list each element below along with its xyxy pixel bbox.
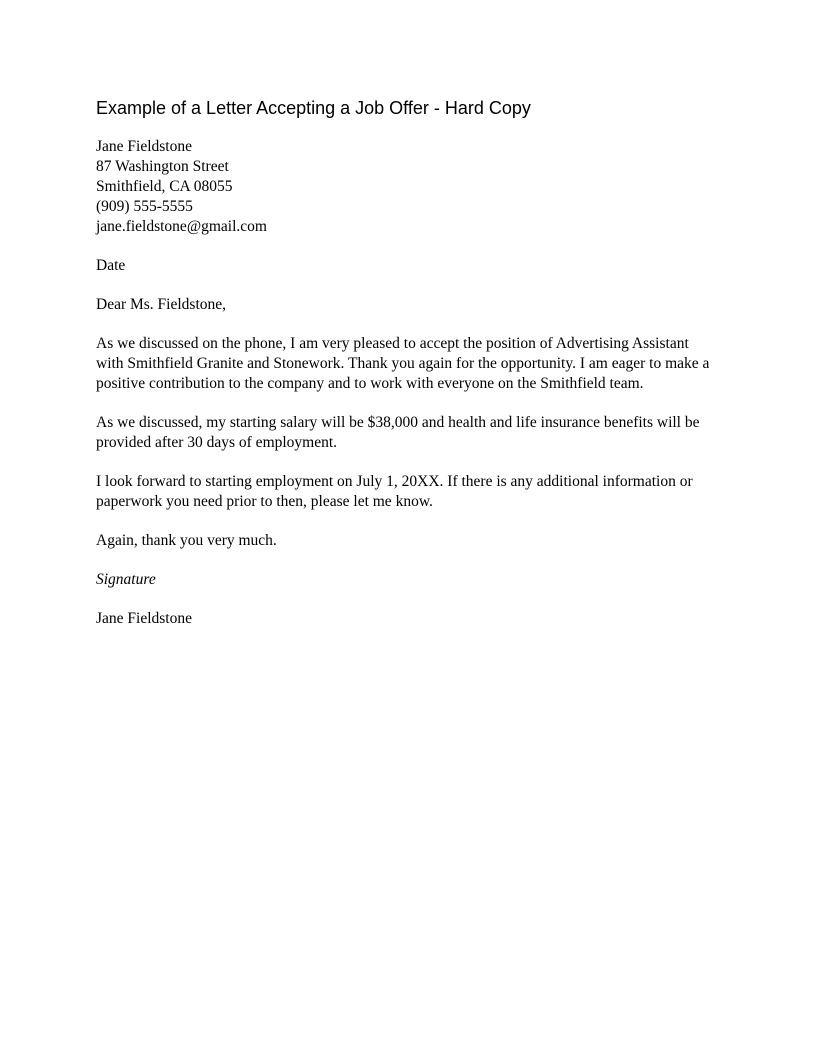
- sender-email: jane.fieldstone@gmail.com: [96, 218, 267, 235]
- body-paragraph-2: As we discussed, my starting salary will be $38,000 and health and life insurance benefits will be provided after 30 days of employment.: [96, 414, 700, 451]
- closing-line: Again, thank you very much.: [96, 532, 277, 549]
- sender-name: Jane Fieldstone: [96, 138, 192, 155]
- body-paragraph-3: I look forward to starting employment on July 1, 20XX. If there is any additional information or paperwork you need prior to then, please let me know.: [96, 473, 693, 510]
- signature-placeholder: Signature: [96, 571, 156, 588]
- body-paragraph-1: As we discussed on the phone, I am very pleased to accept the position of Advertising Assistant with Smithfield Granite and Stonework. Thank you again for the opportunity. I am eager to make a positive contribution to the company and to work with everyone on the Smithfield team.: [96, 335, 710, 392]
- sender-street: 87 Washington Street: [96, 158, 229, 175]
- page-title: Example of a Letter Accepting a Job Offer - Hard Copy: [96, 98, 531, 118]
- letter-body: [96, 137, 716, 648]
- salutation: Dear Ms. Fieldstone,: [96, 296, 227, 313]
- sender-address-block: [96, 137, 716, 237]
- sender-phone: (909) 555-5555: [96, 198, 193, 215]
- sender-city-state-zip: Smithfield, CA 08055: [96, 178, 233, 195]
- letter-date: Date: [96, 257, 126, 274]
- signer-name: Jane Fieldstone: [96, 610, 192, 627]
